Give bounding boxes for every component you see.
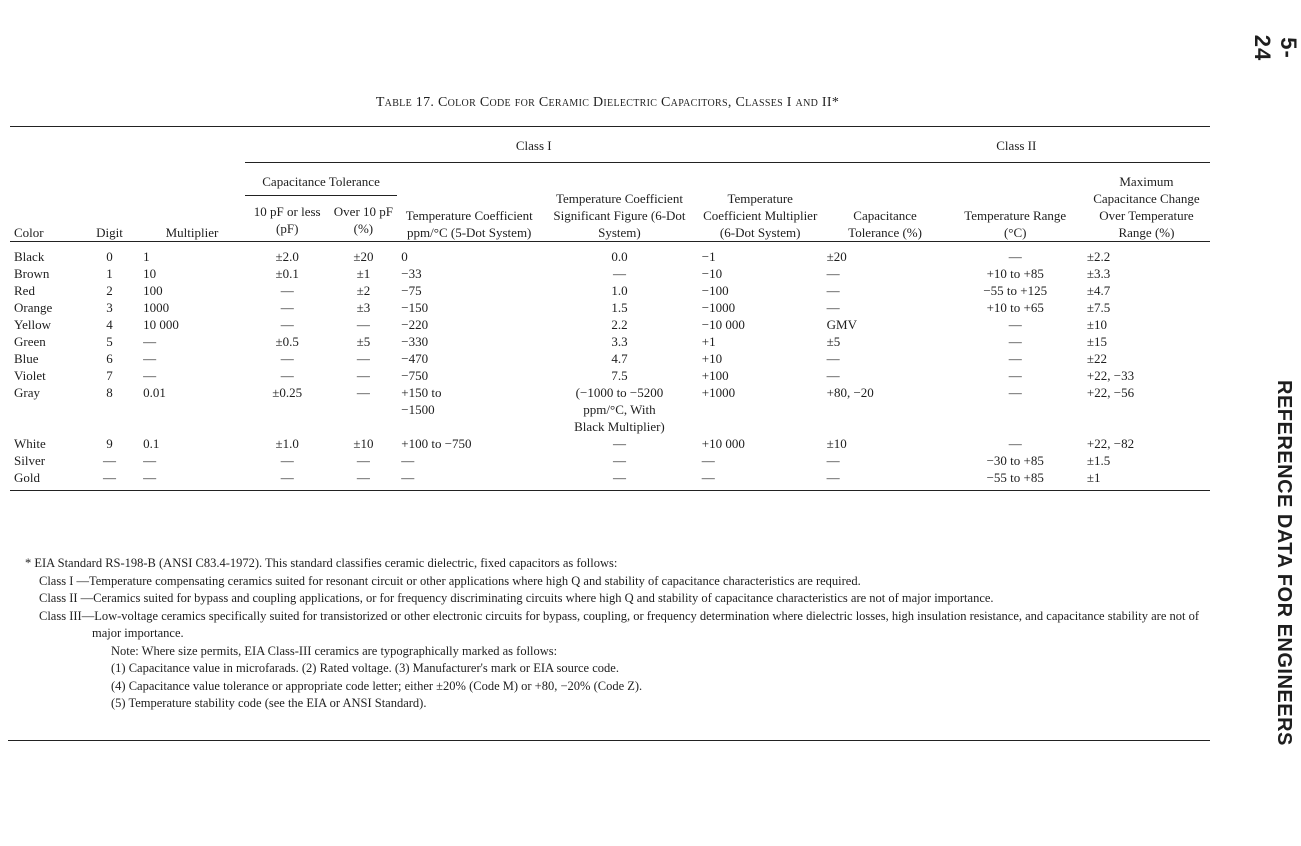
- side-tab: 5-24 REFERENCE DATA FOR ENGINEERS: [1258, 0, 1292, 846]
- cell-multiplier: —: [143, 351, 157, 366]
- cell-temp-range: —: [1008, 334, 1022, 349]
- cell-temp-coef-mult: +1000: [701, 385, 736, 400]
- cell-digit: 9: [106, 436, 113, 451]
- table-row: [10, 242, 1210, 266]
- cell-temp-coef-sig: —: [612, 436, 626, 451]
- cell-digit: 0: [106, 249, 113, 264]
- table-row: [10, 469, 1210, 491]
- cell-tol-10pf-less: —: [280, 317, 294, 332]
- cell-temp-coef-mult: −100: [701, 283, 729, 298]
- cell-temp-coef-sig: 1.5: [611, 300, 628, 315]
- cell-tol-10pf-less: ±2.0: [275, 249, 299, 264]
- cell-max-cap-change: +22, −33: [1086, 368, 1135, 383]
- cell-temp-coef-sig: 3.3: [611, 334, 628, 349]
- cell-max-cap-change: ±10: [1086, 317, 1108, 332]
- table-row: [10, 435, 1210, 452]
- cell-cap-tol-class2: —: [826, 351, 840, 366]
- cell-tol-10pf-less: ±0.25: [272, 385, 303, 400]
- table-row: [10, 452, 1210, 469]
- table-row: [10, 350, 1210, 367]
- cell-tol-over-10pf: —: [356, 453, 370, 468]
- cell-color: Brown: [14, 266, 50, 281]
- cell-temp-coef-mult: +10 000: [701, 436, 745, 451]
- cell-temp-range: −55 to +85: [947, 469, 1082, 491]
- cell-tol-10pf-less: ±0.1: [275, 266, 299, 281]
- cell-cap-tol-class2: —: [826, 283, 840, 298]
- cell-temp-coef-sig: 1.0: [611, 283, 628, 298]
- color-code-table: [10, 126, 1210, 491]
- cell-temp-coef-sig: —: [541, 469, 698, 491]
- cell-digit: —: [80, 469, 139, 491]
- cell-temp-coef-sig: 2.2: [611, 317, 628, 332]
- cell-cap-tol-class2: ±10: [826, 436, 847, 451]
- table-row: [10, 384, 1210, 435]
- cell-digit: 4: [106, 317, 113, 332]
- cell-max-cap-change: ±15: [1086, 334, 1108, 349]
- cell-temp-range: —: [1008, 317, 1022, 332]
- cell-multiplier: 1: [143, 249, 150, 264]
- class1-header: Class I: [245, 127, 823, 163]
- cell-max-cap-change: ±1.5: [1086, 453, 1111, 468]
- cell-temp-range: —: [1008, 368, 1022, 383]
- cell-tol-10pf-less: ±0.5: [275, 334, 299, 349]
- cell-tol-over-10pf: ±1: [356, 266, 371, 281]
- cell-digit: 8: [106, 385, 113, 400]
- cell-cap-tol-class2: —: [826, 453, 840, 468]
- cell-temp-coef-5dot: +100 to −750: [401, 436, 472, 451]
- cell-temp-coef-5dot: −150: [401, 300, 429, 315]
- col-tol-over-10pf: Over 10 pF (%): [330, 196, 398, 242]
- cell-tol-10pf-less: —: [280, 453, 294, 468]
- cell-tol-over-10pf: ±5: [356, 334, 371, 349]
- cell-multiplier: 0.1: [143, 436, 160, 451]
- cell-max-cap-change: ±3.3: [1086, 266, 1111, 281]
- cell-temp-coef-5dot: −470: [401, 351, 429, 366]
- col-temp-range: Temperature Range (°C): [947, 163, 1082, 242]
- table-row: [10, 367, 1210, 384]
- cell-tol-over-10pf: ±3: [356, 300, 371, 315]
- cell-multiplier: 10: [143, 266, 157, 281]
- cell-digit: 6: [106, 351, 113, 366]
- cell-tol-over-10pf: —: [356, 385, 370, 400]
- cell-multiplier: 10 000: [143, 317, 179, 332]
- cell-digit: 3: [106, 300, 113, 315]
- cell-color: White: [14, 436, 46, 451]
- cell-temp-coef-5dot: −330: [401, 334, 429, 349]
- cell-tol-10pf-less: —: [280, 368, 294, 383]
- col-cap-tol-class2: Capacitance Tolerance (%): [823, 163, 948, 242]
- col-color: Color: [10, 163, 80, 242]
- col-temp-coef-mult: Temperature Coefficient Multiplier (6-Dot System): [698, 163, 823, 242]
- table-body: [10, 242, 1210, 491]
- cell-color: Silver: [14, 453, 46, 468]
- table-row: [10, 299, 1210, 316]
- cell-tol-over-10pf: ±20: [353, 249, 374, 264]
- cell-temp-coef-mult: —: [698, 469, 823, 491]
- cell-temp-coef-sig: —: [612, 266, 626, 281]
- cell-tol-over-10pf: —: [356, 368, 370, 383]
- cell-cap-tol-class2: ±5: [826, 334, 841, 349]
- cell-multiplier: —: [143, 368, 157, 383]
- cell-temp-coef-sig: 7.5: [611, 368, 628, 383]
- cell-temp-coef-5dot: 0: [401, 249, 408, 264]
- note-intro: Note: Where size permits, EIA Class-III ceramics are typographically marked as follows:: [111, 643, 558, 658]
- cell-cap-tol-class2: —: [826, 368, 840, 383]
- note-items-1-3: (1) Capacitance value in microfarads. (2) Rated voltage. (3) Manufacturer's mark or EIA source code.: [111, 661, 619, 675]
- cell-color: Gray: [14, 385, 40, 400]
- table-row: [10, 333, 1210, 350]
- note-class1: Class I —Temperature compensating ceramics suited for resonant circuit or other applications where high Q and stability of capacitance characteristics are required.: [39, 573, 861, 588]
- cell-temp-range: +10 to +85: [986, 266, 1044, 281]
- cell-cap-tol-class2: —: [826, 266, 840, 281]
- cell-tol-10pf-less: —: [245, 469, 330, 491]
- cell-temp-coef-mult: −10 000: [701, 317, 745, 332]
- cell-cap-tol-class2: —: [823, 469, 948, 491]
- cell-temp-coef-sig: (−1000 to −5200 ppm/°C, With Black Multiplier): [574, 385, 665, 434]
- cell-temp-coef-mult: —: [701, 453, 715, 468]
- class2-header: Class II: [823, 127, 1210, 163]
- cell-color: Violet: [14, 368, 46, 383]
- cell-temp-range: —: [1008, 351, 1022, 366]
- cell-multiplier: 0.01: [143, 385, 166, 400]
- cell-temp-coef-mult: −1000: [701, 300, 736, 315]
- col-temp-coef-sig: Temperature Coefficient Significant Figure (6-Dot System): [541, 163, 698, 242]
- cell-color: Black: [14, 249, 45, 264]
- cell-temp-range: −55 to +125: [983, 283, 1048, 298]
- cell-tol-over-10pf: ±10: [353, 436, 374, 451]
- cell-digit: 7: [106, 368, 113, 383]
- cell-tol-10pf-less: ±1.0: [275, 436, 299, 451]
- cell-max-cap-change: ±2.2: [1086, 249, 1111, 264]
- note-class3: Class III—Low-voltage ceramics specifically suited for transistorized or other electronic circuits for bypass, coupling, or frequency determination where dielectric losses, high insulation resistance, and capacitance stability are not of major importance.: [39, 608, 1200, 640]
- cell-temp-range: −30 to +85: [986, 453, 1044, 468]
- cell-multiplier: —: [143, 453, 157, 468]
- cell-temp-coef-5dot: −750: [401, 368, 429, 383]
- cell-temp-coef-5dot: −220: [401, 317, 429, 332]
- cell-multiplier: 100: [143, 283, 163, 298]
- note-item-5: (5) Temperature stability code (see the EIA or ANSI Standard).: [111, 696, 427, 710]
- cell-multiplier: —: [143, 334, 157, 349]
- table-row: [10, 316, 1210, 333]
- cell-max-cap-change: ±22: [1086, 351, 1108, 366]
- cell-digit: 2: [106, 283, 113, 298]
- cell-max-cap-change: ±1: [1083, 469, 1210, 491]
- page-number: 5-24: [1250, 34, 1301, 62]
- col-temp-coef-5dot: Temperature Coefficient ppm/°C (5-Dot System): [397, 163, 541, 242]
- cell-max-cap-change: +22, −82: [1086, 436, 1135, 451]
- cell-temp-range: —: [1008, 249, 1022, 264]
- cell-temp-coef-5dot: +150 to −1500: [401, 385, 442, 417]
- cell-cap-tol-class2: GMV: [826, 317, 857, 332]
- col-multiplier: Multiplier: [139, 163, 245, 242]
- col-max-cap-change: Maximum Capacitance Change Over Temperature Range (%): [1083, 163, 1210, 242]
- cell-color: Green: [14, 334, 46, 349]
- cell-color: Gold: [10, 469, 80, 491]
- cell-tol-over-10pf: —: [356, 351, 370, 366]
- cell-color: Orange: [14, 300, 53, 315]
- cell-temp-coef-5dot: —: [401, 453, 415, 468]
- bottom-rule: [8, 740, 1210, 741]
- cell-temp-range: +10 to +65: [986, 300, 1044, 315]
- cell-temp-range: —: [1008, 436, 1022, 451]
- cap-tol-group-header: Capacitance Tolerance: [245, 163, 397, 196]
- cell-temp-range: —: [1008, 385, 1022, 400]
- cell-temp-coef-5dot: −75: [401, 283, 422, 298]
- cell-color: Blue: [14, 351, 39, 366]
- cell-tol-10pf-less: —: [280, 283, 294, 298]
- cell-temp-coef-sig: 0.0: [611, 249, 628, 264]
- cell-color: Yellow: [14, 317, 51, 332]
- table-row: [10, 282, 1210, 299]
- cell-max-cap-change: ±7.5: [1086, 300, 1111, 315]
- footnote-eia: * EIA Standard RS-198-B (ANSI C83.4-1972). This standard classifies ceramic dielectric, fixed capacitors as follows:: [25, 556, 618, 570]
- cell-tol-10pf-less: —: [280, 300, 294, 315]
- cell-temp-coef-mult: +10: [701, 351, 723, 366]
- cell-tol-10pf-less: —: [280, 351, 294, 366]
- note-class2: Class II —Ceramics suited for bypass and coupling applications, or for frequency discriminating circuits where high Q and stability of capacitance characteristics are not of major importance.: [39, 591, 994, 605]
- cell-temp-coef-mult: −10: [701, 266, 723, 281]
- cell-cap-tol-class2: —: [826, 300, 840, 315]
- cell-cap-tol-class2: ±20: [826, 249, 847, 264]
- table-row: [10, 265, 1210, 282]
- cell-temp-coef-sig: —: [612, 453, 626, 468]
- cell-temp-coef-5dot: −33: [401, 266, 422, 281]
- cell-digit: —: [102, 453, 116, 468]
- cell-digit: 1: [106, 266, 113, 281]
- cell-color: Red: [14, 283, 35, 298]
- cell-multiplier: —: [139, 469, 245, 491]
- cell-digit: 5: [106, 334, 113, 349]
- table-title: Table 17. Color Code for Ceramic Dielectric Capacitors, Classes I and II*: [375, 95, 840, 110]
- cell-cap-tol-class2: +80, −20: [826, 385, 874, 400]
- cell-temp-coef-mult: +100: [701, 368, 729, 383]
- cell-temp-coef-mult: −1: [701, 249, 716, 264]
- cell-multiplier: 1000: [143, 300, 170, 315]
- cell-temp-coef-5dot: —: [397, 469, 541, 491]
- cell-tol-over-10pf: ±2: [356, 283, 371, 298]
- col-tol-10pf-less: 10 pF or less (pF): [245, 196, 330, 242]
- cell-max-cap-change: +22, −56: [1086, 385, 1135, 400]
- footnotes: [25, 555, 1215, 713]
- cell-temp-coef-sig: 4.7: [611, 351, 628, 366]
- cell-tol-over-10pf: —: [330, 469, 398, 491]
- cell-temp-coef-mult: +1: [701, 334, 716, 349]
- col-digit: Digit: [80, 163, 139, 242]
- note-item-4: (4) Capacitance value tolerance or appropriate code letter; either ±20% (Code M) or +80, −20% (Code Z).: [111, 678, 643, 693]
- cell-tol-over-10pf: —: [356, 317, 370, 332]
- cell-max-cap-change: ±4.7: [1086, 283, 1111, 298]
